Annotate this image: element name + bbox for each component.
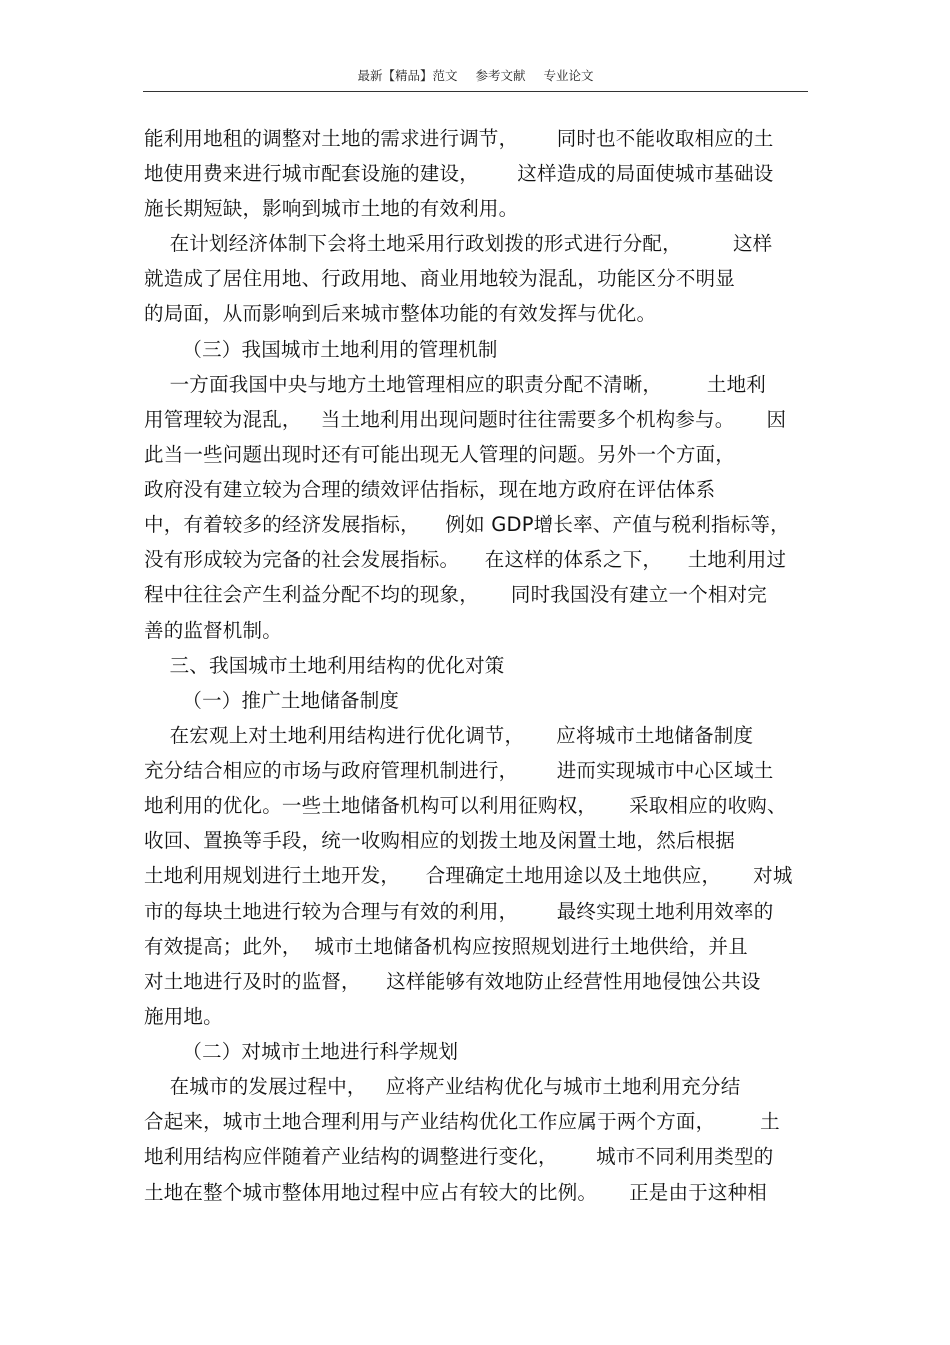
page-header (143, 66, 808, 84)
text-line: 施用地。 (144, 1005, 223, 1028)
text-line: 土地在整个城市整体用地过程中应占有较大的比例。 正是由于这种相 (144, 1181, 767, 1204)
text-line: 善的监督机制。 (144, 619, 282, 642)
section-heading: （三）我国城市土地利用的管理机制 (144, 338, 498, 361)
text-line: 有效提高；此外， 城市土地储备机构应按照规划进行土地供给，并且 (144, 935, 748, 958)
text-line: 充分结合相应的市场与政府管理机制进行， 进而实现城市中心区域土 (144, 759, 774, 782)
text-line: 政府没有建立较为合理的绩效评估指标，现在地方政府在评估体系 (144, 478, 716, 501)
text-line: 此当一些问题出现时还有可能出现无人管理的问题。另外一个方面， (144, 443, 736, 466)
text-line: 能利用地租的调整对土地的需求进行调节， 同时也不能收取相应的土 (144, 127, 774, 150)
text-line: 施长期短缺，影响到城市土地的有效利用。 (144, 197, 519, 220)
section-heading: （一）推广土地储备制度 (144, 689, 400, 712)
text-line: 程中往往会产生利益分配不均的现象， 同时我国没有建立一个相对完 (144, 583, 767, 606)
text-line: 没有形成较为完备的社会发展指标。 在这样的体系之下， 土地利用过 (144, 548, 787, 571)
text-line: 地利用的优化。一些土地储备机构可以利用征购权， 采取相应的收购、 (144, 794, 787, 817)
text-line: 地使用费来进行城市配套设施的建设， 这样造成的局面使城市基础设 (144, 162, 774, 185)
header-references: 参考文献 (475, 68, 526, 83)
text-line: 土地利用规划进行土地开发， 合理确定土地用途以及土地供应， 对城 (144, 864, 793, 887)
text-line: 在城市的发展过程中， 应将产业结构优化与城市土地利用充分结 (144, 1075, 741, 1098)
text-line: 在宏观上对土地利用结构进行优化调节， 应将城市土地储备制度 (144, 724, 754, 747)
text-line: 市的每块土地进行较为合理与有效的利用， 最终实现土地利用效率的 (144, 900, 774, 923)
text-line: 中，有着较多的经济发展指标， 例如 GDP增长率、产值与税利指标等， (144, 513, 790, 536)
text-line: 的局面，从而影响到后来城市整体功能的有效发挥与优化。 (144, 302, 657, 325)
text-line: 一方面我国中央与地方土地管理相应的职责分配不清晰， 土地利 (144, 373, 766, 396)
section-heading: （二）对城市土地进行科学规划 (144, 1040, 459, 1063)
text-line: 就造成了居住用地、行政用地、商业用地较为混乱，功能区分不明显 (144, 267, 736, 290)
text-line: 在计划经济体制下会将土地采用行政划拨的形式进行分配， 这样 (144, 232, 773, 255)
header-divider (143, 91, 808, 92)
text-line: 合起来，城市土地合理利用与产业结构优化工作应属于两个方面， 土 (144, 1110, 780, 1133)
text-line: 对土地进行及时的监督， 这样能够有效地防止经营性用地侵蚀公共设 (144, 970, 761, 993)
text-line: 地利用结构应伴随着产业结构的调整进行变化， 城市不同利用类型的 (144, 1145, 774, 1168)
text-line: 用管理较为混乱， 当土地利用出现问题时往往需要多个机构参与。 因 (144, 408, 787, 431)
section-heading: 三、我国城市土地利用结构的优化对策 (144, 654, 505, 677)
header-latest-essay: 最新【精品】范文 (357, 68, 458, 83)
text-line: 收回、置换等手段，统一收购相应的划拨土地及闲置土地，然后根据 (144, 829, 736, 852)
header-professional-paper: 专业论文 (543, 68, 594, 83)
